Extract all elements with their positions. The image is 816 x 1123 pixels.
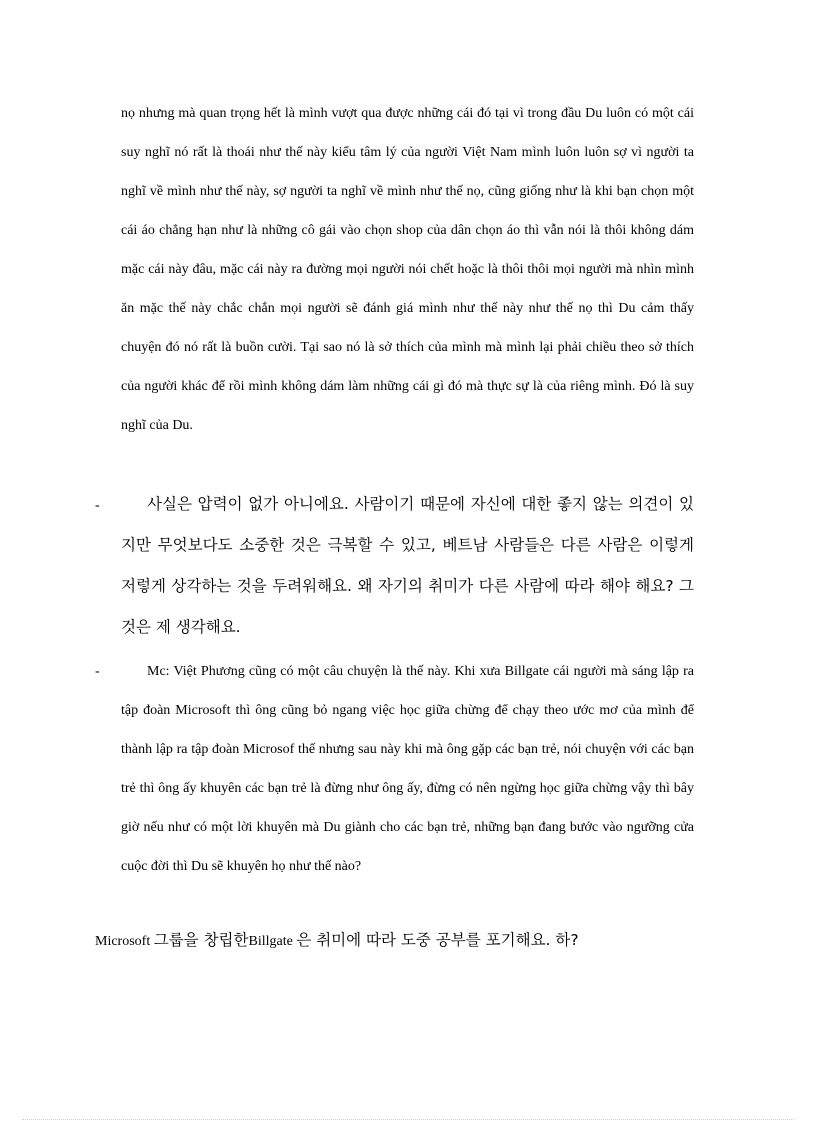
- paragraph-korean-2: [95, 921, 579, 961]
- paragraph-vietnamese-1: nọ nhưng mà quan trọng hết là mình vượt qua được những cái đó tại vì trong đầu Du luôn có một cái suy nghĩ nó rất là thoái như thế này kiểu tâm lý của người Việt Nam mình luôn luôn sợ vì người ta nghĩ về mình như thế này, sợ người ta nghĩ về mình như thế nọ, cũng giống như là khi bạn chọn một cái áo chẳng hạn như là những cô gái vào chọn shop của dân chọn áo thì vẫn nói là thôi không dám mặc cái này đâu, mặc cái này ra đường mọi người nói chết hoặc là thôi thôi mọi người mà nhìn mình ăn mặc thế này chắc chắn mọi người sẽ đánh giá mình như thế này như thế nọ thì Du cảm thấy chuyện đó nó rất là buồn cười. Tại sao nó là sở thích của mình mà mình lại phải chiều theo sở thích của người khác để rồi mình không dám làm những cái gì đó mà thực sự là của riêng mình. Đó là suy nghĩ của Du.: [121, 106, 694, 433]
- page-bottom-divider: [22, 1119, 794, 1120]
- bullet-dash-1: -: [95, 498, 100, 513]
- bullet-dash-2: -: [95, 664, 100, 679]
- paragraph-korean-1: 사실은 압력이 없가 아니에요. 사람이기 때문에 자신에 대한 좋지 않는 의견이 있지만 무엇보다도 소중한 것은 극복할 수 있고, 베트남 사람들은 다른 사람은 이렇게 저렇게 상각하는 것을 두려워해요. 왜 자기의 취미가 다른 사람에 따라 해야 해요? 그 것은 제 생각해요.: [121, 495, 694, 636]
- last-line-text-3: Billgate: [248, 934, 297, 949]
- paragraph-vietnamese-2: Mc: Việt Phương cũng có một câu chuyện là thế này. Khi xưa Billgate cái người mà sáng lập ra tập đoàn Microsoft thì ông cũng bỏ ngang việc học giữa chừng để chạy theo ước mơ của mình để thành lập ra tập đoàn Microsof thế nhưng sau này khi mà ông gặp các bạn trẻ, nói chuyện với các bạn trẻ thì ông ấy khuyên các bạn trẻ là đừng như ông ấy, đừng có nên ngừng học giữa chừng vậy thì bây giờ nếu như có một lời khuyên mà Du giành cho các bạn trẻ, những bạn đang bước vào ngưỡng cửa cuộc đời thì Du sẽ khuyên họ như thế nào?: [121, 664, 694, 874]
- last-line-text-2: 그룹을 창립한: [153, 931, 249, 949]
- last-line-text-4: 은 취미에 따라 도중 공부를 포기해요. 하?: [296, 931, 579, 949]
- last-line-text-1: Microsoft: [95, 934, 154, 949]
